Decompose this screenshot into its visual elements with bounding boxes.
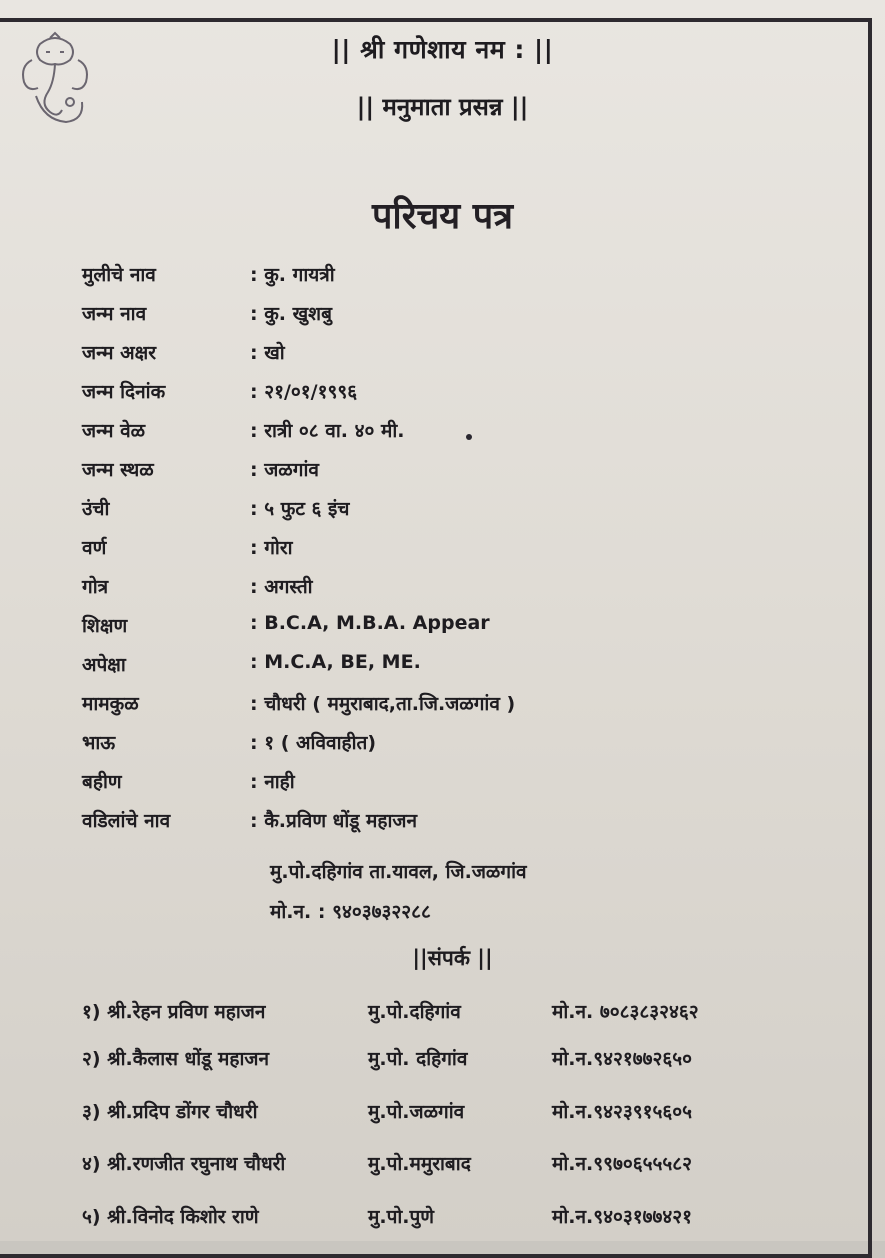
contact-place: मु.पो.पुणे	[368, 1206, 435, 1228]
header-invocation-2: || मनुमाता प्रसन्न ||	[356, 93, 529, 121]
detail-label: जन्म वेळ	[82, 420, 146, 442]
detail-value: : खो	[250, 342, 285, 364]
contact-place: मु.पो.ममुराबाद	[368, 1153, 471, 1175]
father-address: मु.पो.दहिगांव ता.यावल, जि.जळगांव	[270, 861, 527, 883]
detail-label: बहीण	[82, 771, 122, 793]
contact-name: ४) श्री.रणजीत रघुनाथ चौधरी	[82, 1153, 286, 1175]
detail-label: जन्म नाव	[82, 303, 147, 325]
detail-label: जन्म अक्षर	[82, 342, 157, 364]
contact-name: ५) श्री.विनोद किशोर राणे	[82, 1206, 259, 1228]
detail-label: मुलीचे नाव	[82, 264, 156, 286]
detail-value: : चौधरी ( ममुराबाद,ता.जि.जळगांव )	[250, 693, 516, 715]
ink-dot	[466, 434, 472, 440]
detail-value: : कै.प्रविण धोंडू महाजन	[250, 810, 418, 832]
contact-place: मु.पो.जळगांव	[368, 1101, 465, 1123]
detail-value: : B.C.A, M.B.A. Appear	[250, 612, 490, 634]
detail-label: शिक्षण	[82, 615, 128, 637]
page-title: परिचय पत्र	[371, 196, 514, 237]
detail-label: गोत्र	[82, 576, 109, 598]
contact-phone: मो.न. ७०८३८३२४६२	[552, 1001, 699, 1023]
detail-label: मामकुळ	[82, 693, 139, 715]
detail-label: उंची	[82, 498, 110, 520]
detail-value: : १ ( अविवाहीत)	[250, 732, 377, 754]
contact-name: २) श्री.कैलास धोंडू महाजन	[82, 1048, 270, 1070]
detail-value: : रात्री ०८ वा. ४० मी.	[250, 420, 405, 442]
detail-value: : ५ फुट ६ इंच	[250, 498, 350, 520]
contact-place: मु.पो. दहिगांव	[368, 1048, 468, 1070]
detail-value: : गोरा	[250, 537, 293, 559]
contact-name: १) श्री.रेहन प्रविण महाजन	[82, 1001, 266, 1023]
contact-heading: ||संपर्क ||	[412, 946, 493, 970]
contact-phone: मो.न.९४२३९१५६०५	[552, 1101, 693, 1123]
detail-value: : जळगांव	[250, 459, 319, 481]
contact-phone: मो.न.९९७०६५५५८२	[552, 1153, 693, 1175]
contact-name: ३) श्री.प्रदिप डोंगर चौधरी	[82, 1101, 258, 1123]
contact-phone: मो.न.९४२१७७२६५०	[552, 1048, 693, 1070]
detail-value: : M.C.A, BE, ME.	[250, 651, 421, 673]
detail-value: : कु. गायत्री	[250, 264, 335, 286]
detail-label: जन्म स्थळ	[82, 459, 154, 481]
header-invocation-1: || श्री गणेशाय नम : ||	[331, 35, 554, 64]
detail-value: : २१/०१/१९९६	[250, 381, 358, 403]
detail-label: वर्ण	[82, 537, 107, 559]
detail-value: : अगस्ती	[250, 576, 313, 598]
detail-label: अपेक्षा	[82, 654, 126, 676]
detail-label: वडिलांचे नाव	[82, 810, 171, 832]
detail-value: : नाही	[250, 771, 295, 793]
detail-label: जन्म दिनांक	[82, 381, 166, 403]
detail-label: भाऊ	[82, 732, 116, 754]
father-phone: मो.न. : ९४०३७३२२८८	[270, 901, 431, 923]
contact-phone: मो.न.९४०३१७७४२१	[552, 1206, 693, 1228]
detail-value: : कु. खुशबु	[250, 303, 332, 325]
contact-place: मु.पो.दहिगांव	[368, 1001, 461, 1023]
